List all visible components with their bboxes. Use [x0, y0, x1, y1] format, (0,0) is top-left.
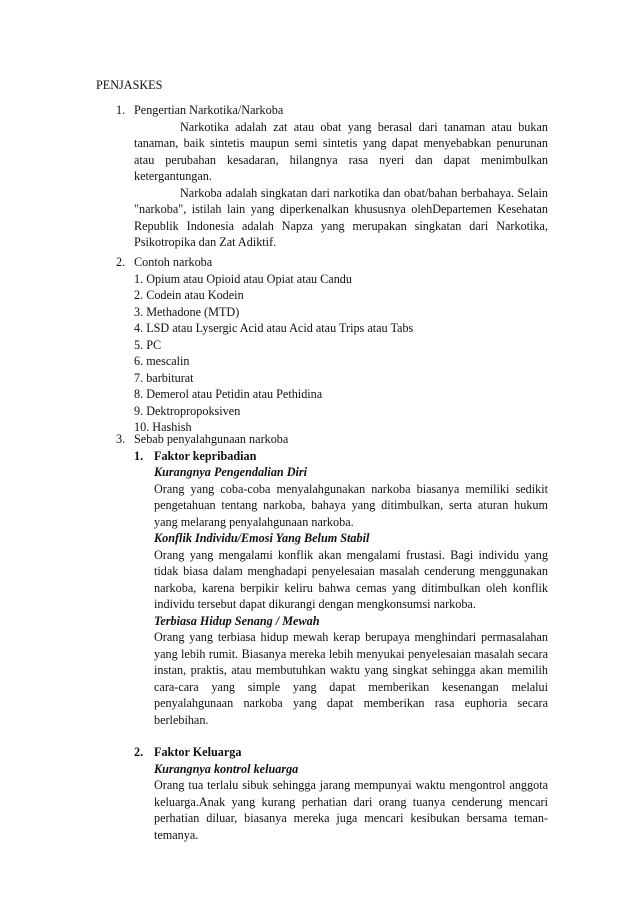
- section-2: [96, 254, 548, 436]
- list-item: 2. Codein atau Kodein: [134, 288, 244, 302]
- list-item: 7. barbiturat: [134, 370, 194, 385]
- subheading: Kurangnya Pengendalian Diri: [154, 465, 308, 479]
- factor-heading: Faktor Keluarga: [154, 745, 242, 759]
- section-1: [96, 102, 548, 251]
- subparagraph: Orang yang mengalami konflik akan mengalami frustasi. Bagi individu yang tidak biasa dalam menghadapi penyelesaian masalah cenderung menggunakan narkoba, karena berpikir keliru bahwa cemas yang ditimbulkan oleh konflik individu tersebut dapat dikurangi dengan mengkonsumsi narkoba.: [154, 547, 548, 611]
- list-item: 1. Opium atau Opioid atau Opiat atau Candu: [134, 271, 352, 286]
- list-item: 6. mescalin: [134, 354, 190, 368]
- section-heading: Sebab penyalahgunaan narkoba: [134, 432, 289, 446]
- factor-number: 1.: [134, 448, 144, 463]
- factor-heading: Faktor kepribadian: [154, 448, 257, 463]
- factor-kepribadian: [134, 448, 548, 729]
- paragraph-narkoba: Narkoba adalah singkatan dari narkotika dan obat/bahan berbahaya. Selain "narkoba", istilah lain yang diperkenalkan khususnya olehDepartemen Kesehatan Republik Indonesia adalah Napza yang merupakan singkatan dari Narkotika, Psikotropika dan Zat Adiktif.: [134, 185, 548, 249]
- section-heading: Contoh narkoba: [134, 255, 213, 269]
- document-title: PENJASKES: [96, 78, 163, 92]
- section-number: 3.: [116, 432, 126, 446]
- drug-examples-list: [134, 271, 548, 436]
- subheading: Terbiasa Hidup Senang / Mewah: [154, 613, 320, 628]
- list-item: 4. LSD atau Lysergic Acid atau Acid atau Trips atau Tabs: [134, 321, 414, 335]
- paragraph-narkotika: Narkotika adalah zat atau obat yang berasal dari tanaman atau bukan tanaman, baik sintetis maupun semi sintetis yang dapat menyebabkan penurunan atau perubahan kesadaran, hilangnya rasa nyeri dan dapat menimbulkan ketergantungan.: [134, 119, 548, 183]
- subparagraph: Orang yang terbiasa hidup mewah kerap berupaya menghindari permasalahan yang lebih rumit. Biasanya mereka lebih menyukai penyelesaian masalah secara instan, praktis, atau membutuhkan waktu yang singkat sehingga akan memilih cara-cara yang simple yang dapat memberikan kesenangan melalui penyalahgunaan narkoba yang dapat memberikan rasa euphoria secara berlebihan.: [154, 630, 548, 727]
- factor-keluarga: [134, 744, 548, 843]
- list-item: 5. PC: [134, 337, 162, 352]
- subheading: Konflik Individu/Emosi Yang Belum Stabil: [154, 531, 370, 545]
- list-item: 8. Demerol atau Petidin atau Pethidina: [134, 387, 323, 401]
- subheading: Kurangnya kontrol keluarga: [154, 761, 299, 776]
- list-item: 9. Dektropropoksiven: [134, 403, 241, 418]
- list-item: 3. Methadone (MTD): [134, 304, 240, 319]
- list-item: 10. Hashish: [134, 420, 192, 434]
- section-number: 2.: [116, 255, 126, 269]
- subparagraph: Orang tua terlalu sibuk sehingga jarang mempunyai waktu mengontrol anggota keluarga.Anak yang kurang perhatian dari orang tuanya cenderung mencari perhatian diluar, biasanya mereka juga mencari kesibukan bersama teman-temanya.: [154, 778, 548, 842]
- section-heading: Pengertian Narkotika/Narkoba: [134, 103, 284, 117]
- factor-number: 2.: [134, 745, 144, 759]
- section-3: [96, 431, 548, 843]
- section-number: 1.: [116, 103, 126, 117]
- subparagraph: Orang yang coba-coba menyalahgunakan narkoba biasanya memiliki sedikit pengetahuan tentang narkoba, bahaya yang ditimbulkan, serta aturan hukum yang melarang penyalahgunaan narkoba.: [154, 481, 548, 529]
